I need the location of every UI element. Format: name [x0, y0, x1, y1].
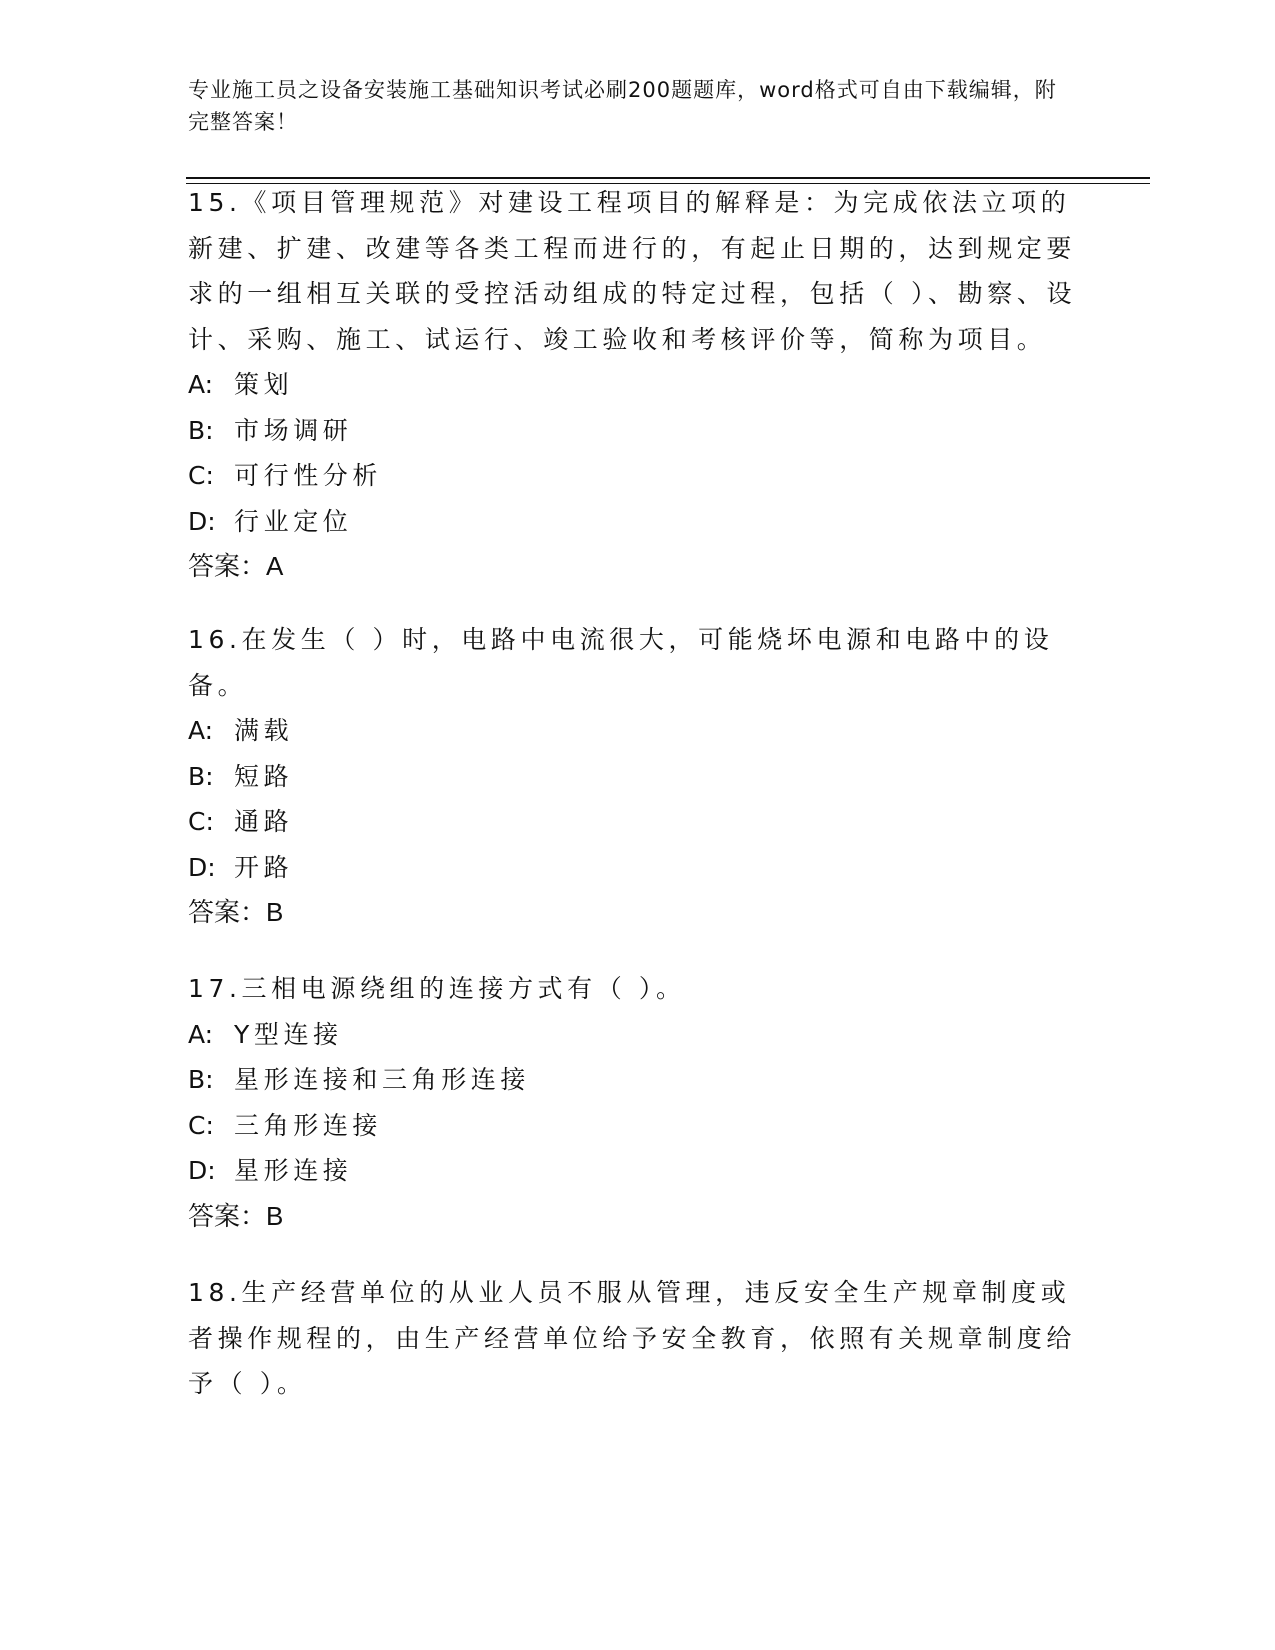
option-key: A:: [188, 370, 214, 399]
answer: 答案：B: [188, 897, 284, 927]
question-stem: 15.《项目管理规范》对建设工程项目的解释是：为完成依法立项的新建、扩建、改建等各类工程而进行的，有起止日期的，达到规定要求的一组相互关联的受控活动组成的特定过程，包括（ ）、勘察、设计、采购、施工、试运行、竣工验收和考核评价等，简称为项目。: [188, 188, 1077, 354]
question-stem: 18.生产经营单位的从业人员不服从管理，违反安全生产规章制度或者操作规程的，由生产经营单位给予安全教育，依照有关规章制度给予（ ）。: [188, 1278, 1077, 1398]
question-16: [188, 617, 1088, 936]
option-key: C:: [188, 807, 214, 836]
question-stem: 17.三相电源绕组的连接方式有（ ）。: [188, 974, 686, 1003]
question-17: [188, 966, 1088, 1239]
option-text: 策划: [234, 370, 294, 399]
option-key: C:: [188, 1110, 214, 1140]
option-key: D:: [188, 506, 216, 536]
option-d: [188, 1148, 1088, 1194]
option-c: [188, 1103, 1088, 1149]
option-text: 行业定位: [234, 506, 353, 536]
option-key: A:: [188, 1019, 214, 1049]
option-key: B:: [188, 415, 214, 445]
option-c: [188, 799, 1088, 845]
option-c: [188, 453, 1088, 499]
option-key: A:: [188, 716, 214, 745]
option-text: Y型连接: [234, 1019, 343, 1049]
document-header: 专业施工员之设备安装施工基础知识考试必刷200题题库，word格式可自由下载编辑，附完整答案！: [188, 78, 1057, 134]
option-key: B:: [188, 1065, 214, 1094]
question-18: [188, 1270, 1088, 1407]
option-key: D:: [188, 852, 216, 882]
option-text: 市场调研: [234, 415, 353, 445]
header-divider-thick: [186, 177, 1150, 179]
option-d: [188, 845, 1088, 891]
option-text: 短路: [234, 761, 294, 791]
answer: 答案：A: [188, 551, 284, 581]
option-a: [188, 362, 1088, 408]
option-key: D:: [188, 1156, 216, 1185]
option-text: 星形连接: [234, 1156, 353, 1185]
option-a: [188, 708, 1088, 754]
answer: 答案：B: [188, 1200, 284, 1231]
option-d: [188, 499, 1088, 545]
question-15: [188, 180, 1088, 590]
option-key: B:: [188, 761, 214, 791]
option-key: C:: [188, 461, 214, 490]
option-text: 满载: [234, 716, 294, 745]
question-stem: 16.在发生（ ）时，电路中电流很大，可能烧坏电源和电路中的设备。: [188, 625, 1054, 700]
option-text: 开路: [234, 852, 294, 882]
option-b: [188, 1057, 1088, 1103]
option-a: [188, 1012, 1088, 1058]
option-text: 星形连接和三角形连接: [234, 1065, 531, 1094]
option-text: 三角形连接: [234, 1110, 383, 1140]
option-b: [188, 754, 1088, 800]
option-text: 通路: [234, 807, 294, 836]
option-text: 可行性分析: [234, 461, 383, 490]
option-b: [188, 408, 1088, 454]
